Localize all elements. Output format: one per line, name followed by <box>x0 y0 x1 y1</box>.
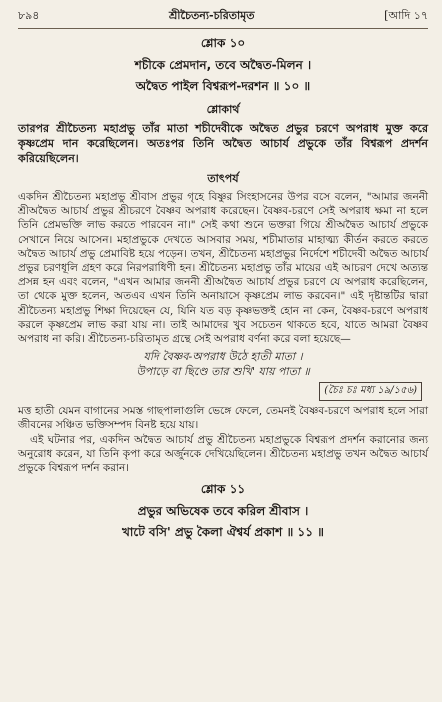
verse-10-line-2: অদ্বৈত পাইল বিশ্বরূপ-দরশন ॥ ১০ ॥ <box>135 79 311 93</box>
quoted-verse <box>18 349 428 379</box>
header-divider <box>18 28 428 29</box>
verse-10-translation: তারপর শ্রীচৈতন্য মহাপ্রভু তাঁর মাতা শচীদেবীকে অদ্বৈত প্রভুর চরণে অপরাধ মুক্ত করে কৃষ্ণপ্রেম দান করেছিলেন। অতঃপর তিনি অদ্বৈত আচার্য প্রভুকে তাঁর বিশ্বরূপ প্রদর্শন করিয়েছিলেন। <box>18 122 428 165</box>
translation-heading: শ্লোকার্থ <box>206 103 240 116</box>
verse-11-line-1: প্রভুর অভিষেক তবে করিল শ্রীবাস । <box>137 504 309 519</box>
verse-10-line-1: শচীকে প্রেমদান, তবে অদ্বৈত-মিলন । <box>134 58 312 72</box>
book-title: শ্রীচৈতন্য-চরিতামৃত <box>169 8 255 22</box>
quoted-verse-line-2: উপাড়ে বা ছিণ্ডে তার শুখি' যায় পাতা ॥ <box>136 365 310 379</box>
verse-10-label: শ্লোক ১০ <box>200 36 246 50</box>
chapter-label: [আদি ১৭ <box>384 8 428 22</box>
purport-paragraph-1: একদিন শ্রীচৈতন্য মহাপ্রভু শ্রীবাস প্রভুর গৃহে বিষ্ণুর সিংহাসনের উপর বসে বলেন, "আমার জননী শ্রীঅদ্বৈত আচার্য প্রভুর শ্রীচরণে বৈষ্ণব অপরাধ করেছেন। বৈষ্ণব-চরণে সেই অপরাধ ক্ষমা না হলে তিনি প্রেমভক্তি লাভ করতে পারবেন না।" সেই কথা শুনে ভক্তরা গিয়ে শ্রীঅদ্বৈত আচার্য প্রভুকে সেখানে নিয়ে আসেন। মহাপ্রভুকে দেখতে আসবার সময়, শচীমাতার মাহাত্ম্য কীর্তন করতে করতে অদ্বৈত আচার্য প্রভু প্রেমাবিষ্ট হয়ে পড়েন। তখন, শ্রীচৈতন্য মহাপ্রভুর নির্দেশে শচীদেবী অদ্বৈত আচার্য প্রভুর চরণধূলি গ্রহণ করে নিরপরাধিণী হন। শ্রীচৈতন্য মহাপ্রভু তাঁর মায়ের এই আচরণ দেখে অত্যন্ত প্রসন্ন হন এবং বলেন, "এখন আমার জননী শ্রীঅদ্বৈত আচার্য প্রভুর চরণে যে অপরাধ করেছিলেন, তা থেকে মুক্ত হলেন, অতএব এখন তিনি অনায়াসে কৃষ্ণপ্রেম লাভ করবেন।" এই দৃষ্টান্তটির দ্বারা শ্রীচৈতন্য মহাপ্রভু শিক্ষা দিয়েছেন যে, যিনি যত বড় কৃষ্ণভক্তই হোন না কেন, বৈষ্ণব-চরণে অপরাধ করলে কৃষ্ণপ্রেম লাভ করা যায় না। তাই আমাদের খুব সচেতন থাকতে হবে, যাতে আমরা বৈষ্ণব অপরাধ না করি। শ্রীচৈতন্য-চরিতামৃত গ্রন্থে সেই অপরাধ বর্ণনা করে বলা হয়েছে— <box>18 191 428 346</box>
purport-heading: তাৎপর্য <box>207 172 239 185</box>
purport-paragraph-2: মত্ত হাতী যেমন বাগানের সমস্ত গাছপালাগুলি ভেঙ্গে ফেলে, তেমনই বৈষ্ণব-চরণে অপরাধ হলে সারা জীবনের সঞ্চিত ভক্তিসম্পদ বিনষ্ট হয়ে যায়। <box>18 405 428 432</box>
quote-reference-text: (চৈঃ চঃ মধ্য ১৯/১৫৬) <box>319 382 422 401</box>
quoted-verse-line-1: যদি বৈষ্ণব-অপরাধ উঠে হাতী মাতা । <box>143 350 303 364</box>
purport-paragraph-3: এই ঘটনার পর, একদিন অদ্বৈত আচার্য প্রভু শ্রীচৈতন্য মহাপ্রভুকে বিশ্বরূপ প্রদর্শন করানোর জন্য অনুরোধ করেন, যা তিনি কৃপা করে অর্জুনকে দেখিয়েছিলেন। শ্রীচৈতন্য মহাপ্রভু তখন অদ্বৈত আচার্য প্রভুকে বিশ্বরূপ দর্শন করান। <box>18 433 428 475</box>
verse-11-label: শ্লোক ১১ <box>200 482 246 497</box>
page-number: ৮৯৪ <box>18 8 40 22</box>
quote-reference <box>18 382 428 401</box>
verse-11-line-2: খাটে বসি' প্রভু কৈলা ঐশ্বর্য প্রকাশ ॥ ১১ ॥ <box>122 525 324 540</box>
page-header <box>18 8 428 24</box>
